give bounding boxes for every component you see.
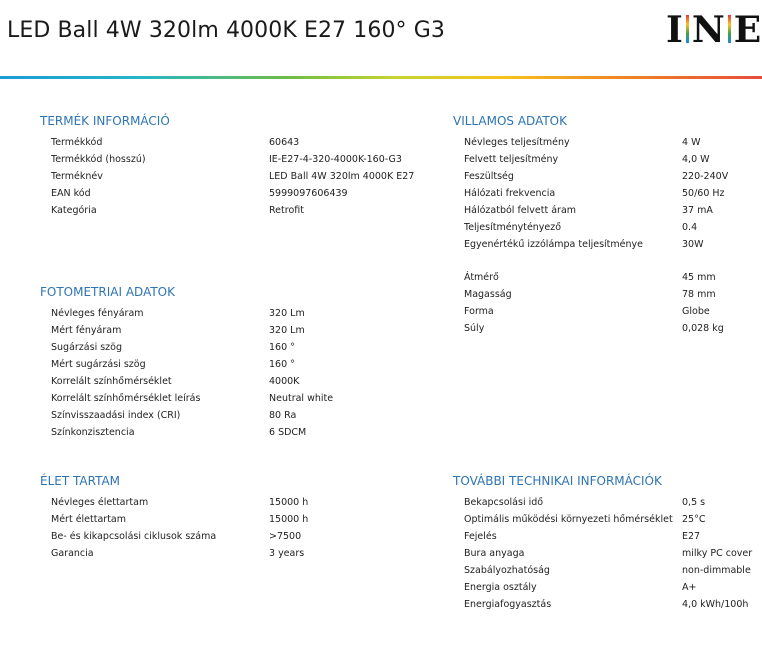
- spec-label: Garancia: [51, 548, 94, 559]
- spec-value: 80 Ra: [269, 410, 297, 421]
- spec-list: [453, 494, 758, 613]
- spec-row: [453, 134, 758, 151]
- spec-label: Súly: [464, 323, 485, 334]
- spec-value: 320 Lm: [269, 308, 305, 319]
- section-title: VILLAMOS ADATOK: [453, 114, 567, 128]
- spec-value: 78 mm: [682, 289, 716, 300]
- spec-row: [453, 236, 758, 253]
- spec-label: Termékkód: [51, 137, 103, 148]
- spec-row: [453, 151, 758, 168]
- spec-list: [453, 134, 758, 253]
- spec-value: A+: [682, 582, 697, 593]
- spec-row: [40, 373, 420, 390]
- spec-list: [40, 494, 420, 562]
- spec-row: [453, 269, 758, 286]
- section-elet-tartam: [40, 471, 420, 562]
- spec-value: Retrofit: [269, 205, 304, 216]
- spec-value: 30W: [682, 239, 704, 250]
- spec-label: Bekapcsolási idő: [464, 497, 544, 508]
- spec-row: [453, 562, 758, 579]
- spec-label: Névleges teljesítmény: [464, 137, 570, 148]
- spec-row: [40, 339, 420, 356]
- spec-label: Feszültség: [464, 171, 514, 182]
- spec-label: EAN kód: [51, 188, 91, 199]
- spec-list: [40, 305, 420, 441]
- spec-value: 45 mm: [682, 272, 716, 283]
- spec-row: [40, 151, 420, 168]
- spec-label: Névleges fényáram: [51, 308, 144, 319]
- spec-value: 160 °: [269, 342, 295, 353]
- spec-label: Szabályozhatóság: [464, 565, 550, 576]
- spec-label: Forma: [464, 306, 494, 317]
- spec-row: [453, 303, 758, 320]
- spec-row: [40, 305, 420, 322]
- spec-label: Mért fényáram: [51, 325, 122, 336]
- spec-row: [453, 202, 758, 219]
- spec-row: [40, 545, 420, 562]
- section-title: FOTOMETRIAI ADATOK: [40, 285, 175, 299]
- spec-row: [40, 407, 420, 424]
- spec-label: Energiafogyasztás: [464, 599, 552, 610]
- product-title: LED Ball 4W 320lm 4000K E27 160° G3: [7, 18, 445, 43]
- spec-label: Teljesítménytényező: [464, 222, 562, 233]
- spec-value: non-dimmable: [682, 565, 751, 576]
- spec-value: 50/60 Hz: [682, 188, 725, 199]
- spec-value: 4,0 W: [682, 154, 710, 165]
- spec-row: [453, 528, 758, 545]
- brand-logo: I N E: [666, 10, 762, 50]
- spec-row: [453, 511, 758, 528]
- spec-row: [453, 596, 758, 613]
- spec-label: Színvisszaadási index (CRI): [51, 410, 181, 421]
- rainbow-divider: [0, 76, 762, 79]
- spec-label: Hálózati frekvencia: [464, 188, 556, 199]
- spec-row: [453, 286, 758, 303]
- spec-label: Névleges élettartam: [51, 497, 149, 508]
- spec-row: [453, 185, 758, 202]
- section-title: ÉLET TARTAM: [40, 474, 121, 488]
- spec-value: 5999097606439: [269, 188, 348, 199]
- spec-label: Sugárzási szög: [51, 342, 123, 353]
- spec-value: 25°C: [682, 514, 706, 525]
- spec-value: IE-E27-4-320-4000K-160-G3: [269, 154, 402, 165]
- spec-label: Termékkód (hosszú): [51, 154, 146, 165]
- spec-row: [453, 545, 758, 562]
- spec-row: [40, 390, 420, 407]
- spec-row: [40, 424, 420, 441]
- spec-row: [453, 494, 758, 511]
- spec-label: Be- és kikapcsolási ciklusok száma: [51, 531, 217, 542]
- spec-label: Kategória: [51, 205, 97, 216]
- spec-label: Fejelés: [464, 531, 497, 542]
- section-fotometriai-adatok: [40, 282, 420, 441]
- spec-list-dimensions: [453, 269, 758, 337]
- spec-label: Energia osztály: [464, 582, 537, 593]
- spec-value: 0,028 kg: [682, 323, 724, 334]
- section-termek-informacio: [40, 111, 420, 219]
- spec-row: [40, 185, 420, 202]
- spec-row: [40, 202, 420, 219]
- spec-row: [40, 494, 420, 511]
- spec-row: [40, 511, 420, 528]
- spec-label: Átmérő: [464, 272, 499, 283]
- spec-value: 15000 h: [269, 514, 309, 525]
- spec-row: [40, 356, 420, 373]
- spec-value: 3 years: [269, 548, 305, 559]
- section-title: TOVÁBBI TECHNIKAI INFORMÁCIÓK: [453, 474, 662, 488]
- spec-label: Terméknév: [51, 171, 103, 182]
- spec-label: Korrelált színhőmérséklet leírás: [51, 393, 201, 404]
- spec-value: LED Ball 4W 320lm 4000K E27: [269, 171, 415, 182]
- spec-label: Egyenértékű izzólámpa teljesítménye: [464, 239, 643, 250]
- spec-value: 320 Lm: [269, 325, 305, 336]
- spec-value: 15000 h: [269, 497, 309, 508]
- spec-label: Mért sugárzási szög: [51, 359, 146, 370]
- spec-value: 0.4: [682, 222, 698, 233]
- spec-value: 220-240V: [682, 171, 729, 182]
- spec-value: Neutral white: [269, 393, 334, 404]
- spec-label: Bura anyaga: [464, 548, 525, 559]
- spec-label: Hálózatból felvett áram: [464, 205, 577, 216]
- spec-label: Korrelált színhőmérséklet: [51, 376, 172, 387]
- section-villamos-adatok: [453, 111, 758, 337]
- spec-value: 4,0 kWh/100h: [682, 599, 749, 610]
- spec-value: 60643: [269, 137, 300, 148]
- spec-row: [453, 320, 758, 337]
- spec-value: 0,5 s: [682, 497, 706, 508]
- spec-value: 160 °: [269, 359, 295, 370]
- spec-value: E27: [682, 531, 701, 542]
- spec-row: [40, 134, 420, 151]
- spec-row: [40, 168, 420, 185]
- spec-row: [453, 168, 758, 185]
- spec-value: 6 SDCM: [269, 427, 307, 438]
- section-tovabbi-technikai-informaciok: [453, 471, 758, 613]
- spec-value: 37 mA: [682, 205, 713, 216]
- spec-value: 4 W: [682, 137, 701, 148]
- spec-label: Optimális működési környezeti hőmérséklet: [464, 514, 673, 525]
- spec-row: [40, 528, 420, 545]
- spec-value: 4000K: [269, 376, 300, 387]
- spec-label: Magasság: [464, 289, 512, 300]
- spec-row: [40, 322, 420, 339]
- spec-row: [453, 579, 758, 596]
- spec-row: [453, 219, 758, 236]
- spec-value: milky PC cover: [682, 548, 753, 559]
- spec-list: [40, 134, 420, 219]
- spec-label: Színkonzisztencia: [51, 427, 135, 438]
- spec-label: Felvett teljesítmény: [464, 154, 559, 165]
- spec-value: >7500: [269, 531, 302, 542]
- spec-value: Globe: [682, 306, 710, 317]
- spec-label: Mért élettartam: [51, 514, 126, 525]
- section-title: TERMÉK INFORMÁCIÓ: [40, 114, 170, 128]
